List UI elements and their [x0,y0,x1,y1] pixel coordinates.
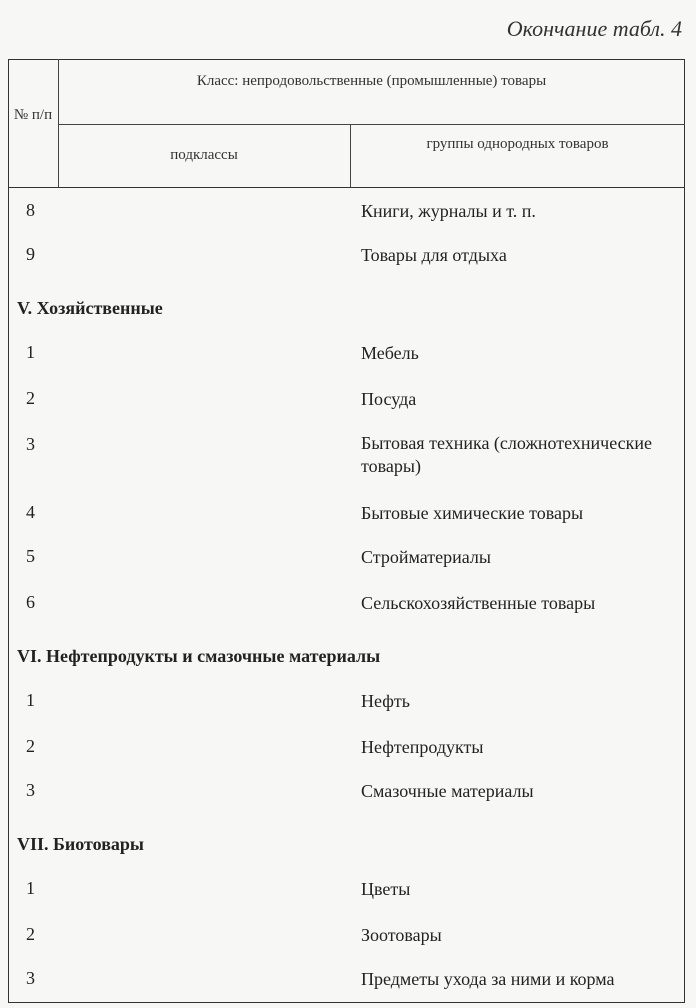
header-number: № п/п [13,107,53,123]
row-number: 4 [26,502,35,522]
row-number: 3 [26,434,35,454]
column-divider [350,124,351,187]
row-group: Предметы ухода за ними и корма [361,969,615,989]
row-group: Книги, журналы и т. п. [361,201,536,221]
row-number: 1 [26,690,35,710]
row-number: 2 [26,388,35,408]
row-group: Нефть [361,691,410,711]
table-caption: Окончание табл. 4 [506,16,682,41]
row-number: 9 [26,244,35,264]
section-title: V. Хозяйственные [17,298,163,318]
row-number: 5 [26,546,35,566]
row-group: Товары для отдыха [361,245,507,265]
table-frame [8,59,685,1003]
header-subclasses: подклассы [170,147,238,163]
section-title: VI. Нефтепродукты и смазочные материалы [17,646,381,666]
row-group: Цветы [361,879,411,899]
row-number: 8 [26,200,35,220]
row-number: 3 [26,780,35,800]
row-group: Бытовая техника (сложнотехнические товары) [361,433,653,476]
row-group: Посуда [361,389,417,409]
row-group: Смазочные материалы [361,781,534,801]
row-number: 1 [26,342,35,362]
section-title: VII. Биотовары [17,834,144,854]
row-number: 6 [26,592,35,612]
row-group: Стройматериалы [361,547,491,567]
header-groups: группы однородных товаров [426,136,609,152]
row-group: Нефтепродукты [361,737,484,757]
row-group: Мебель [361,343,419,363]
row-number: 2 [26,924,35,944]
row-number: 1 [26,878,35,898]
row-group: Зоотовары [361,925,442,945]
row-number: 2 [26,736,35,756]
row-divider [58,124,685,125]
header-bottom-rule [8,187,685,188]
row-number: 3 [26,968,35,988]
row-group: Сельскохозяйственные товары [361,593,596,613]
row-group: Бытовые химические товары [361,503,584,523]
header-class: Класс: непродовольственные (промышленные) товары [196,73,547,89]
